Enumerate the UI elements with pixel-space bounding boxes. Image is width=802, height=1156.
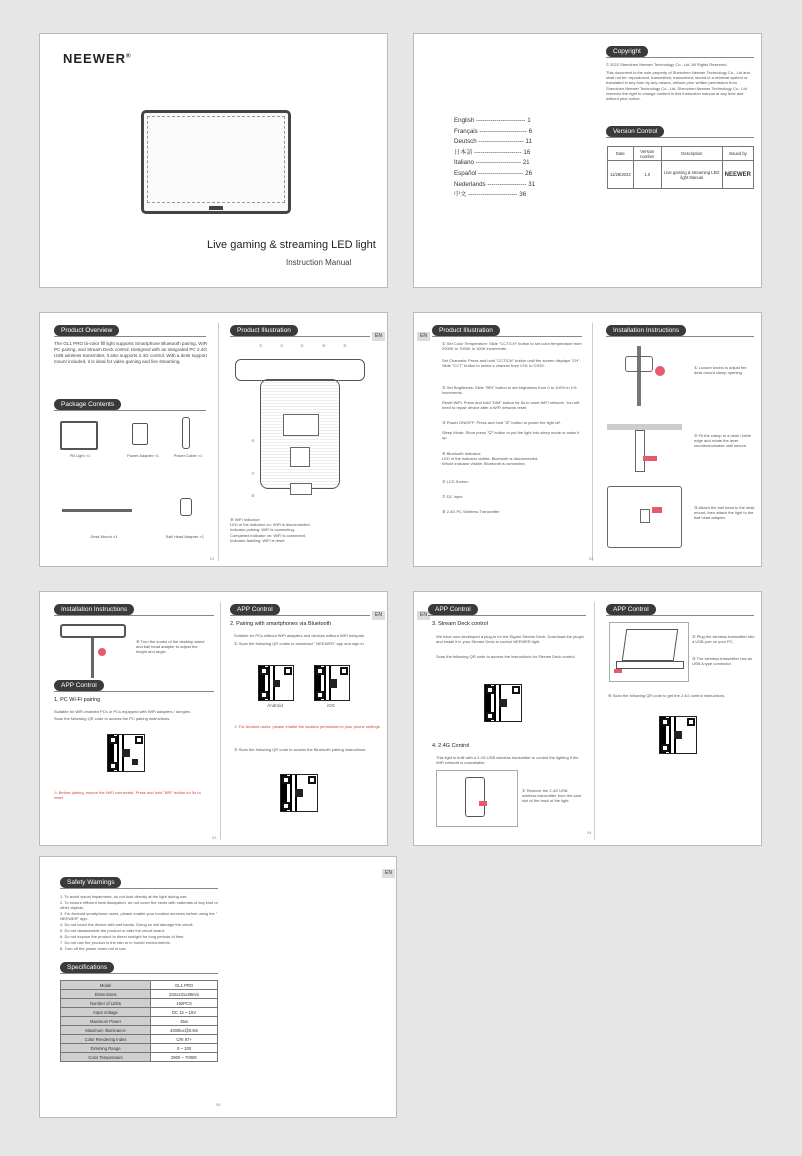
app-control-heading: APP Control	[606, 604, 656, 615]
table-cell: 1.0	[633, 161, 661, 189]
package-item: Desk Mount ×1	[90, 534, 118, 539]
plug-step: ② Plug the wireless transmitter into a USB port on your PC.	[692, 634, 755, 645]
illustration-item: Set Channels: Press and hold "CCT/CH" button until the screen displays "CH". Slide "CCT" button to select a channel from CH1 to CH32.	[442, 358, 581, 369]
toc-item[interactable]: English ------------------------ 1	[454, 117, 531, 124]
ball-head-image	[180, 498, 192, 516]
table-cell: NEEWER	[722, 161, 753, 189]
callout-3: ③	[300, 343, 304, 348]
illustration-item: ③ Power ON/OFF: Press and hold "⏻" button to power the light off.	[442, 420, 561, 425]
g24-qr-code[interactable]	[659, 716, 697, 754]
safety-item: 8. Turn off the power when not in use.	[60, 946, 127, 951]
safety-item: 3. For Android smartphone users, please enable your location services before using the " NEEWER" app.	[60, 911, 218, 922]
divider	[230, 336, 370, 337]
install-step: ③ Attach the ball head to the desk mount, then attach the light to the ball head adapter.	[694, 505, 755, 521]
table-header: Date	[608, 147, 634, 161]
package-item: Power Cable ×1	[173, 453, 203, 458]
cover-subtitle: Instruction Manual	[286, 258, 352, 267]
wifi-text: Suitable for WiFi-enabled PCs or PCs equipped with WiFi adapters / dongles.	[54, 709, 191, 714]
copyright-line: © 2022 Shenzhen Neewer Technology Co., Ltd. All Rights Reserved.	[606, 62, 728, 67]
wifi-warning: ⚠ Before pairing, ensure the WiFi connected. Press and hold "BRI" button for 5s to reset.	[54, 790, 201, 801]
divider	[54, 615, 214, 616]
spec-value: 0 ~ 100	[151, 1044, 218, 1053]
divider	[606, 615, 754, 616]
illustration-item: Reset WiFi: Press and hold "DIM" button for 6s to reset WiFi network. You will need to repair device after a WiFi network reset.	[442, 400, 580, 411]
specifications-heading: Specifications	[60, 962, 114, 973]
android-qr-code[interactable]	[258, 665, 294, 701]
app-control-heading: APP Control	[428, 604, 478, 615]
divider	[606, 137, 754, 138]
bt-warning: ⚠ For Android users, please enable the location permission in your phone settings.	[234, 724, 381, 729]
installation-heading: Installation Instructions	[606, 325, 686, 336]
sd-text: We have now developed a plug-in for the Elgato Stream Deck. Download the plugin and install it in your Stream Deck to control NEEWER light.	[436, 634, 584, 645]
app-control-heading: APP Control	[230, 604, 280, 615]
divider	[606, 57, 754, 58]
illustration-item: ② Set Brightness: Slide "BRI" button to set brightness from 0 to 100% in 1% increments.	[442, 385, 577, 396]
power-cable-image	[182, 417, 190, 449]
toc-page	[413, 33, 762, 288]
safety-warnings-heading: Safety Warnings	[60, 877, 121, 888]
install-step: ② Fit the clamp to a desk / table edge and rotate the lever counterclockwise until secure.	[694, 433, 751, 449]
table-cell: Live gaming & streaming LED light Manual	[661, 161, 722, 189]
spec-label: Color Temperature	[61, 1053, 151, 1062]
divider	[606, 336, 754, 337]
wifi-text: Scan the following QR code to access the PC pairing instructions.	[54, 716, 171, 721]
ios-label: iOS	[327, 703, 335, 708]
package-item: Ball Head Adapter ×1	[166, 534, 204, 539]
language-badge: EN	[417, 611, 430, 620]
package-contents-heading: Package Contents	[54, 399, 121, 410]
spec-value: 2900 ~ 7000K	[151, 1053, 218, 1062]
table-cell: 11/28/2022	[608, 161, 634, 189]
app-control-heading: APP Control	[54, 680, 104, 691]
cover-page	[39, 33, 388, 288]
callout-6: ⑥	[251, 438, 255, 443]
safety-item: 7. Do not use the product in the rain or in humid environments.	[60, 940, 171, 945]
spec-label: Dimming Range	[61, 1044, 151, 1053]
divider	[428, 615, 586, 616]
app-control-page-2	[413, 591, 762, 846]
spec-label: Dimensions	[61, 990, 151, 999]
install-step-1-image	[607, 346, 682, 406]
transmitter-removal-image	[436, 770, 518, 827]
divider	[230, 615, 370, 616]
divider	[60, 973, 218, 974]
bt-pairing-qr-code[interactable]	[280, 774, 318, 812]
sd-text: Scan the following QR code to access the instructions for Stream Deck control.	[436, 654, 576, 659]
spec-label: Input Voltage	[61, 1008, 151, 1017]
language-badge: EN	[417, 332, 430, 341]
spec-value: 332x231x38mm	[151, 990, 218, 999]
spec-label: Maximum Illuminance	[61, 1026, 151, 1035]
installation-page	[413, 312, 762, 567]
product-image	[141, 110, 291, 214]
spec-label: Model	[61, 981, 151, 990]
copyright-body: This document is the sole property of Shenzhen Neewer Technology Co., Ltd and shall not be, reproduced, transmitted, transcribed, stored in a retrieval system or translated in any form by any means, without prior written permission from Shenzhen Neewer Technology Co., Ltd. Shenzhen Neewer Technology Co., Ltd reserves the right to change content in this instruction manual at any time and without prior notice.	[606, 70, 750, 102]
product-overview-heading: Product Overview	[54, 325, 119, 336]
toc-item[interactable]: Français ----------------------- 6	[454, 127, 533, 135]
spec-value: 192PCS	[151, 999, 218, 1008]
toc-item[interactable]: Nederlands ------------------- 31	[454, 180, 536, 188]
callout-1: ①	[259, 343, 263, 348]
table-header: Version number	[633, 147, 661, 161]
table-header: Issued by	[722, 147, 753, 161]
column-divider	[220, 602, 221, 840]
android-label: Android	[267, 703, 283, 708]
spec-label: Number of LEDs	[61, 999, 151, 1008]
divider	[54, 336, 206, 337]
power-adapter-image	[132, 423, 148, 445]
install-step-2-image	[607, 416, 682, 476]
divider	[54, 691, 214, 692]
spec-value: CRI 97+	[151, 1035, 218, 1044]
spec-value: DC 12 ~ 15V	[151, 1008, 218, 1017]
toc-item[interactable]: 中文 ------------------------ 36	[454, 191, 527, 199]
page-number: 05	[216, 1102, 221, 1107]
stream-deck-qr-code[interactable]	[484, 684, 522, 722]
illustration-item: Sleep Mode: Short press "⏻" button to put the light into sleep mode or wake it up.	[442, 430, 580, 441]
overview-page	[39, 312, 388, 567]
version-control-heading: Version Control	[606, 126, 664, 137]
safety-item: 5. Do not disassemble the product or alter the circuit board.	[60, 928, 165, 933]
bt-text: ② Scan the following QR code to access the Bluetooth pairing instructions.	[234, 747, 367, 752]
install-step-3-image	[607, 486, 682, 548]
toc-item[interactable]: Italiano ---------------------- 21	[454, 159, 530, 167]
laptop-image	[609, 622, 689, 682]
product-illustration-heading: Product Illustration	[230, 325, 298, 336]
brand-logo: NEEWER®	[63, 51, 132, 66]
bt-text: Suitable for PCs without WiFi adapters and devices without WiFi hotspots.	[234, 633, 366, 638]
package-item: Fill Light ×1	[69, 453, 91, 458]
page-number: 03	[212, 835, 217, 840]
column-divider	[218, 323, 219, 561]
divider	[432, 336, 582, 337]
g24-control-title: 4. 2.4G Control	[432, 743, 470, 749]
toc-item[interactable]: 日本語 ----------------------- 16	[454, 148, 531, 156]
pc-wifi-pairing-title: 1. PC Wi-Fi pairing	[54, 697, 101, 703]
callout-8: ⑧	[251, 493, 255, 498]
language-badge: EN	[372, 332, 385, 341]
toc-item[interactable]: Español ---------------------- 26	[454, 169, 533, 177]
g24-text: This light is built with a 2.4G USB wireless transmitter to control the lighting if the WiFi network is unavailable.	[436, 755, 579, 766]
app-control-page-1	[39, 591, 388, 846]
divider	[54, 410, 206, 411]
wifi-qr-code[interactable]	[107, 734, 145, 772]
divider	[60, 888, 218, 889]
spec-value: 4300lux@0.5m	[151, 1026, 218, 1035]
callout-4: ④	[322, 343, 326, 348]
g24-step: ① Remove the 2.4G USB wireless transmitter from the card slot of the back of the light.	[522, 788, 582, 804]
fill-light-image	[60, 421, 98, 450]
illustration-item: ⑦ DC Input	[442, 494, 463, 499]
language-badge: EN	[382, 869, 395, 878]
safety-item: 2. To ensure efficient heat dissipation, do not cover the vents with materials of any kind or other objects.	[60, 900, 218, 911]
page-number: 01	[210, 556, 215, 561]
plug-step: ③ The wireless transmitter has an USB A type connector.	[692, 656, 753, 667]
toc-item[interactable]: Deutsch ---------------------- 11	[454, 138, 532, 146]
illustration-item: ① Set Color Temperature: Slide "CCT/CH" button to set color temperature from 2900K to 7000K in 100K increments.	[442, 341, 582, 352]
language-badge: EN	[372, 611, 385, 620]
specifications-page	[39, 856, 397, 1118]
safety-item: 4. Do not touch the device with wet hands. Doing so will damage the circuit.	[60, 922, 194, 927]
bluetooth-pairing-title: 2. Pairing with smartphones via Bluetooth	[230, 621, 332, 627]
installation-heading: Installation Instructions	[54, 604, 134, 615]
copyright-heading: Copyright	[606, 46, 648, 57]
bt-text: ① Scan the following QR codes to download " NEEWER" app and sign in.	[234, 641, 365, 646]
cover-title: Live gaming & streaming LED light	[207, 239, 376, 251]
install-step: ④ Turn the knobs of the desktop stand and ball head adapter to adjust the height and angle.	[136, 639, 205, 655]
safety-item: 1. To avoid visual impairment, do not look directly at the light during use.	[60, 894, 188, 899]
spec-value: GL1 PRO	[151, 981, 218, 990]
page-number: 04	[587, 830, 592, 835]
column-divider	[592, 323, 593, 561]
version-control-table	[607, 146, 754, 189]
callout-5: ⑤	[343, 343, 347, 348]
wifi-indicator-note: ⑨ WiFi Indicator: LED of the indicator on: WiFi is disconnected. Indicator pulsing: WiFi is connecting. Completed indicator on: WiFi is connected. Indicator flashing: WiFi is reset.	[230, 517, 311, 543]
plug-scan: ④ Scan the following QR code to get the 2.4G control instructions.	[608, 693, 726, 698]
install-step: ① Loosen knobs to adjust the desk mount clamp opening.	[694, 365, 747, 376]
ios-qr-code[interactable]	[314, 665, 350, 701]
table-of-contents	[454, 116, 535, 201]
spec-value: 45w	[151, 1017, 218, 1026]
spec-label: Maximum Power	[61, 1017, 151, 1026]
stream-deck-title: 3. Stream Deck control	[432, 621, 488, 627]
light-back-diagram	[235, 359, 365, 497]
specifications-table	[60, 980, 218, 1062]
safety-item: 6. Do not expose the product to direct sunlight for long periods of time.	[60, 934, 185, 939]
callout-7: ⑦	[251, 471, 255, 476]
desk-mount-image	[62, 509, 132, 512]
package-item: Power Adapter ×1	[127, 453, 159, 458]
page-number: 02	[589, 556, 594, 561]
illustration-item: ⑤ LCD Screen	[442, 479, 469, 484]
column-divider	[594, 602, 595, 840]
product-illustration-heading: Product Illustration	[432, 325, 500, 336]
illustration-item: ⑧ 2.4G PC Wireless Transmitter	[442, 509, 500, 514]
table-header: Description	[661, 147, 722, 161]
spec-label: Color Rendering Index	[61, 1035, 151, 1044]
illustration-item: ④ Bluetooth Indicator: LED of the indicator visible: Bluetooth is disconnected. Whole indicator visible: Bluetooth is connected.	[442, 451, 539, 467]
callout-2: ②	[280, 343, 284, 348]
product-overview-text: The GL1 PRO bi-color fill light supports Smartphone Bluetooth pairing, WiFi PC pairing, and Stream Deck control. Designed with an integrated PC 2.4G USB wireless transmitter, it also supports 2.4G control. With a desk support mount included, it is ideal for video gaming and live streaming.	[54, 341, 208, 364]
install-step-4-image	[54, 620, 132, 678]
